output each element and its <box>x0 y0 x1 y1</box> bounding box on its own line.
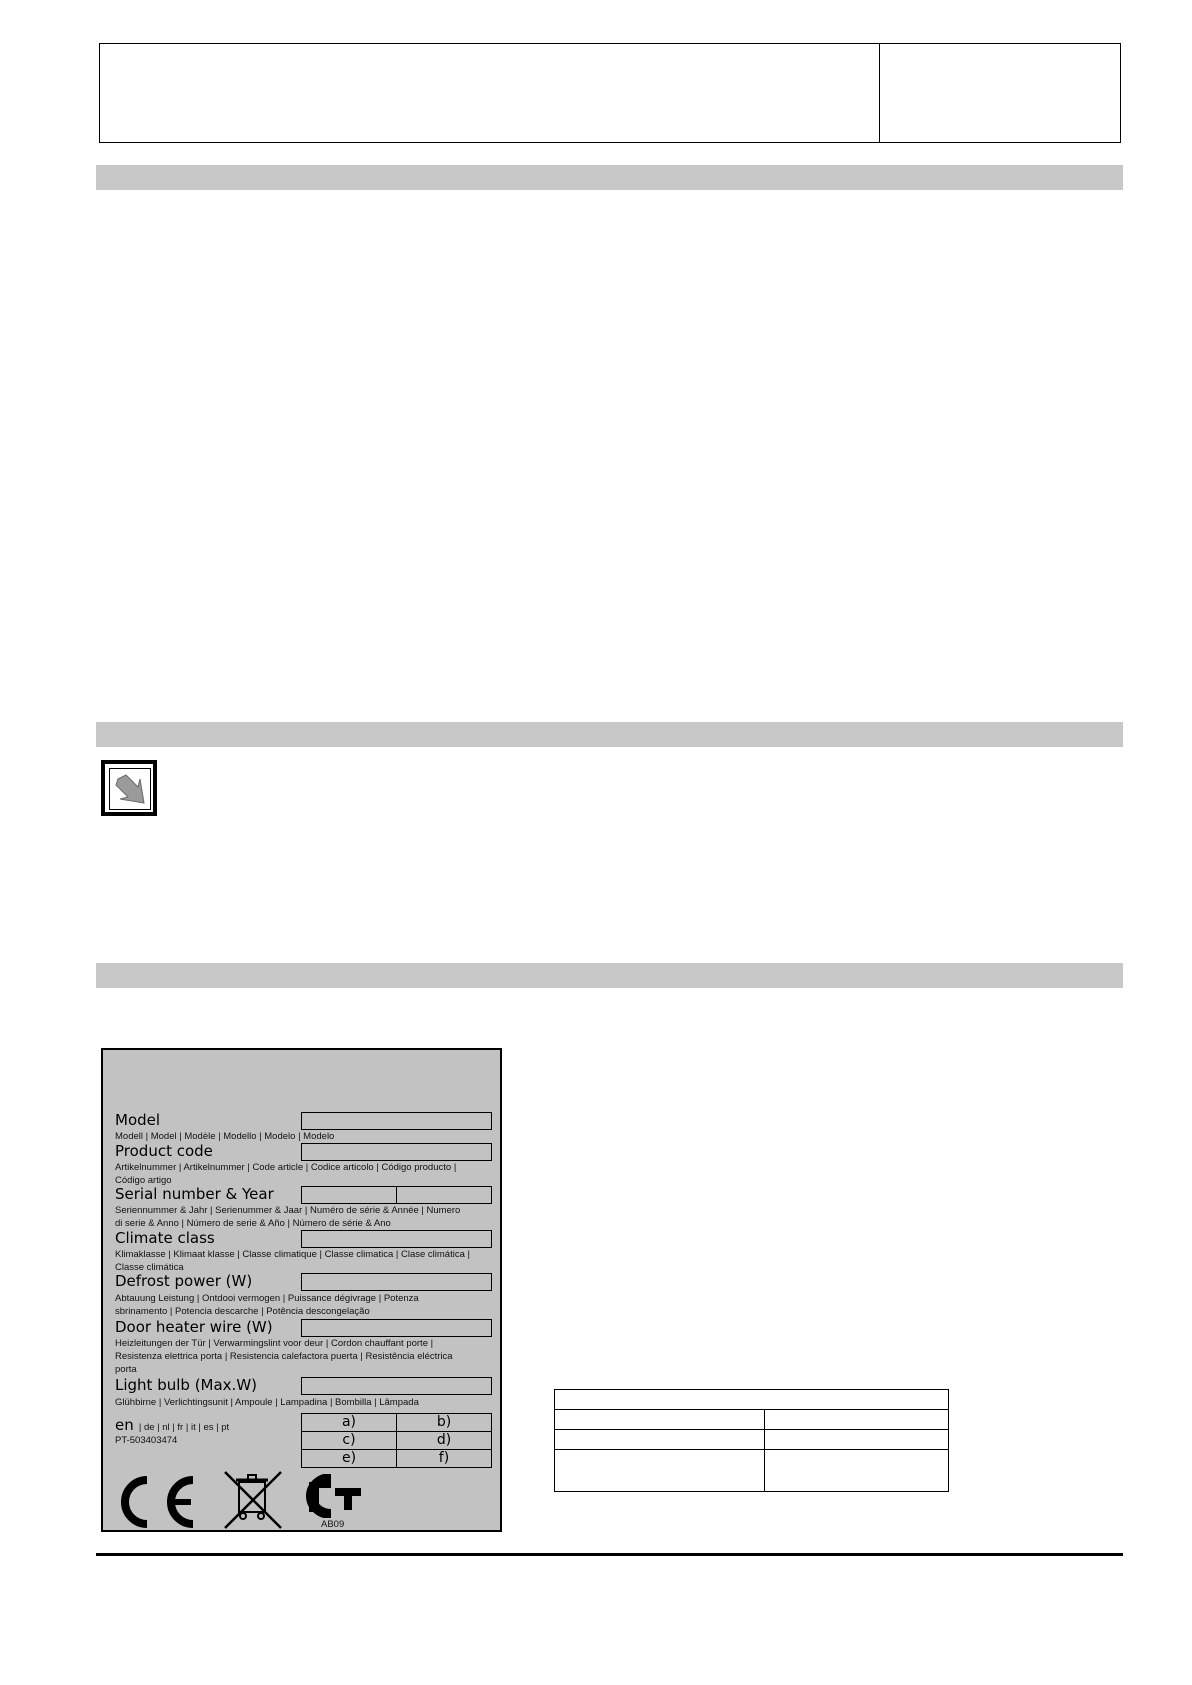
defrost-translations-2: sbrinamento | Potencia descarche | Potência descongelação <box>115 1306 370 1317</box>
language-others: | de | nl | fr | it | es | pt <box>138 1422 230 1433</box>
model-field <box>301 1112 492 1130</box>
part-code: PT-503403474 <box>115 1435 178 1446</box>
serial-translations-2: di serie & Anno | Número de serie & Año | Número de série & Ano <box>115 1218 391 1229</box>
door-heater-translations-1: Heizleitungen der Tür | Verwarmingslint voor deur | Cordon chauffant porte | <box>115 1338 434 1349</box>
climate-translations-1: Klimaklasse | Klimaat klasse | Classe climatique | Classe climatica | Clase climática | <box>115 1249 470 1260</box>
table-cell <box>764 1409 949 1430</box>
certification-code: AB09 <box>321 1519 345 1530</box>
year-field <box>396 1186 492 1204</box>
right-table <box>554 1389 949 1492</box>
model-label: Model <box>115 1111 161 1129</box>
light-bulb-field <box>301 1377 492 1395</box>
door-heater-label: Door heater wire (W) <box>115 1318 273 1336</box>
climate-label: Climate class <box>115 1229 215 1247</box>
cell-d: d) <box>396 1431 492 1450</box>
product-code-field <box>301 1143 492 1161</box>
rating-plate <box>101 1048 502 1532</box>
table-header-cell <box>554 1389 949 1410</box>
arrow-down-right-icon <box>101 760 157 816</box>
model-translations: Modell | Model | Modèle | Modello | Modelo | Modelo <box>115 1131 335 1142</box>
cell-a: a) <box>301 1413 397 1432</box>
light-bulb-label: Light bulb (Max.W) <box>115 1376 258 1394</box>
header-title-box <box>99 43 880 143</box>
climate-translations-2: Classe climática <box>115 1262 184 1273</box>
product-code-translations-2: Código artigo <box>115 1175 172 1186</box>
product-code-label: Product code <box>115 1142 213 1160</box>
table-cell <box>764 1429 949 1450</box>
table-cell <box>554 1449 765 1492</box>
climate-field <box>301 1230 492 1248</box>
section-bar-3 <box>96 963 1123 988</box>
defrost-field <box>301 1273 492 1291</box>
table-cell <box>554 1429 765 1450</box>
table-cell <box>764 1449 949 1492</box>
cell-f: f) <box>396 1449 492 1468</box>
language-list <box>115 1415 229 1434</box>
section-bar-1 <box>96 165 1123 190</box>
pct-certification-icon <box>301 1474 367 1522</box>
table-cell <box>554 1409 765 1430</box>
door-heater-translations-2: Resistenza elettrica porta | Resistencia calefactora puerta | Resistência eléctrica <box>115 1351 453 1362</box>
footer-rule <box>96 1553 1123 1556</box>
cell-e: e) <box>301 1449 397 1468</box>
light-bulb-translations: Glühbirne | Verlichtingsunit | Ampoule | Lampadina | Bombilla | Lâmpada <box>115 1397 419 1408</box>
defrost-label: Defrost power (W) <box>115 1272 253 1290</box>
weee-crossed-bin-icon <box>221 1468 285 1536</box>
section-bar-2 <box>96 722 1123 747</box>
door-heater-field <box>301 1319 492 1337</box>
serial-label: Serial number & Year <box>115 1185 274 1203</box>
door-heater-translations-3: porta <box>115 1364 137 1375</box>
serial-field <box>301 1186 397 1204</box>
defrost-translations-1: Abtauung Leistung | Ontdooi vermogen | Puissance dégivrage | Potenza <box>115 1293 419 1304</box>
product-code-translations-1: Artikelnummer | Artikelnummer | Code article | Codice articolo | Código producto | <box>115 1162 457 1173</box>
cell-b: b) <box>396 1413 492 1432</box>
ce-mark-icon <box>113 1474 199 1534</box>
header-side-box <box>879 43 1121 143</box>
language-en: en <box>115 1416 134 1434</box>
serial-translations-1: Seriennummer & Jahr | Serienummer & Jaar | Numéro de série & Année | Numero <box>115 1205 461 1216</box>
cell-c: c) <box>301 1431 397 1450</box>
